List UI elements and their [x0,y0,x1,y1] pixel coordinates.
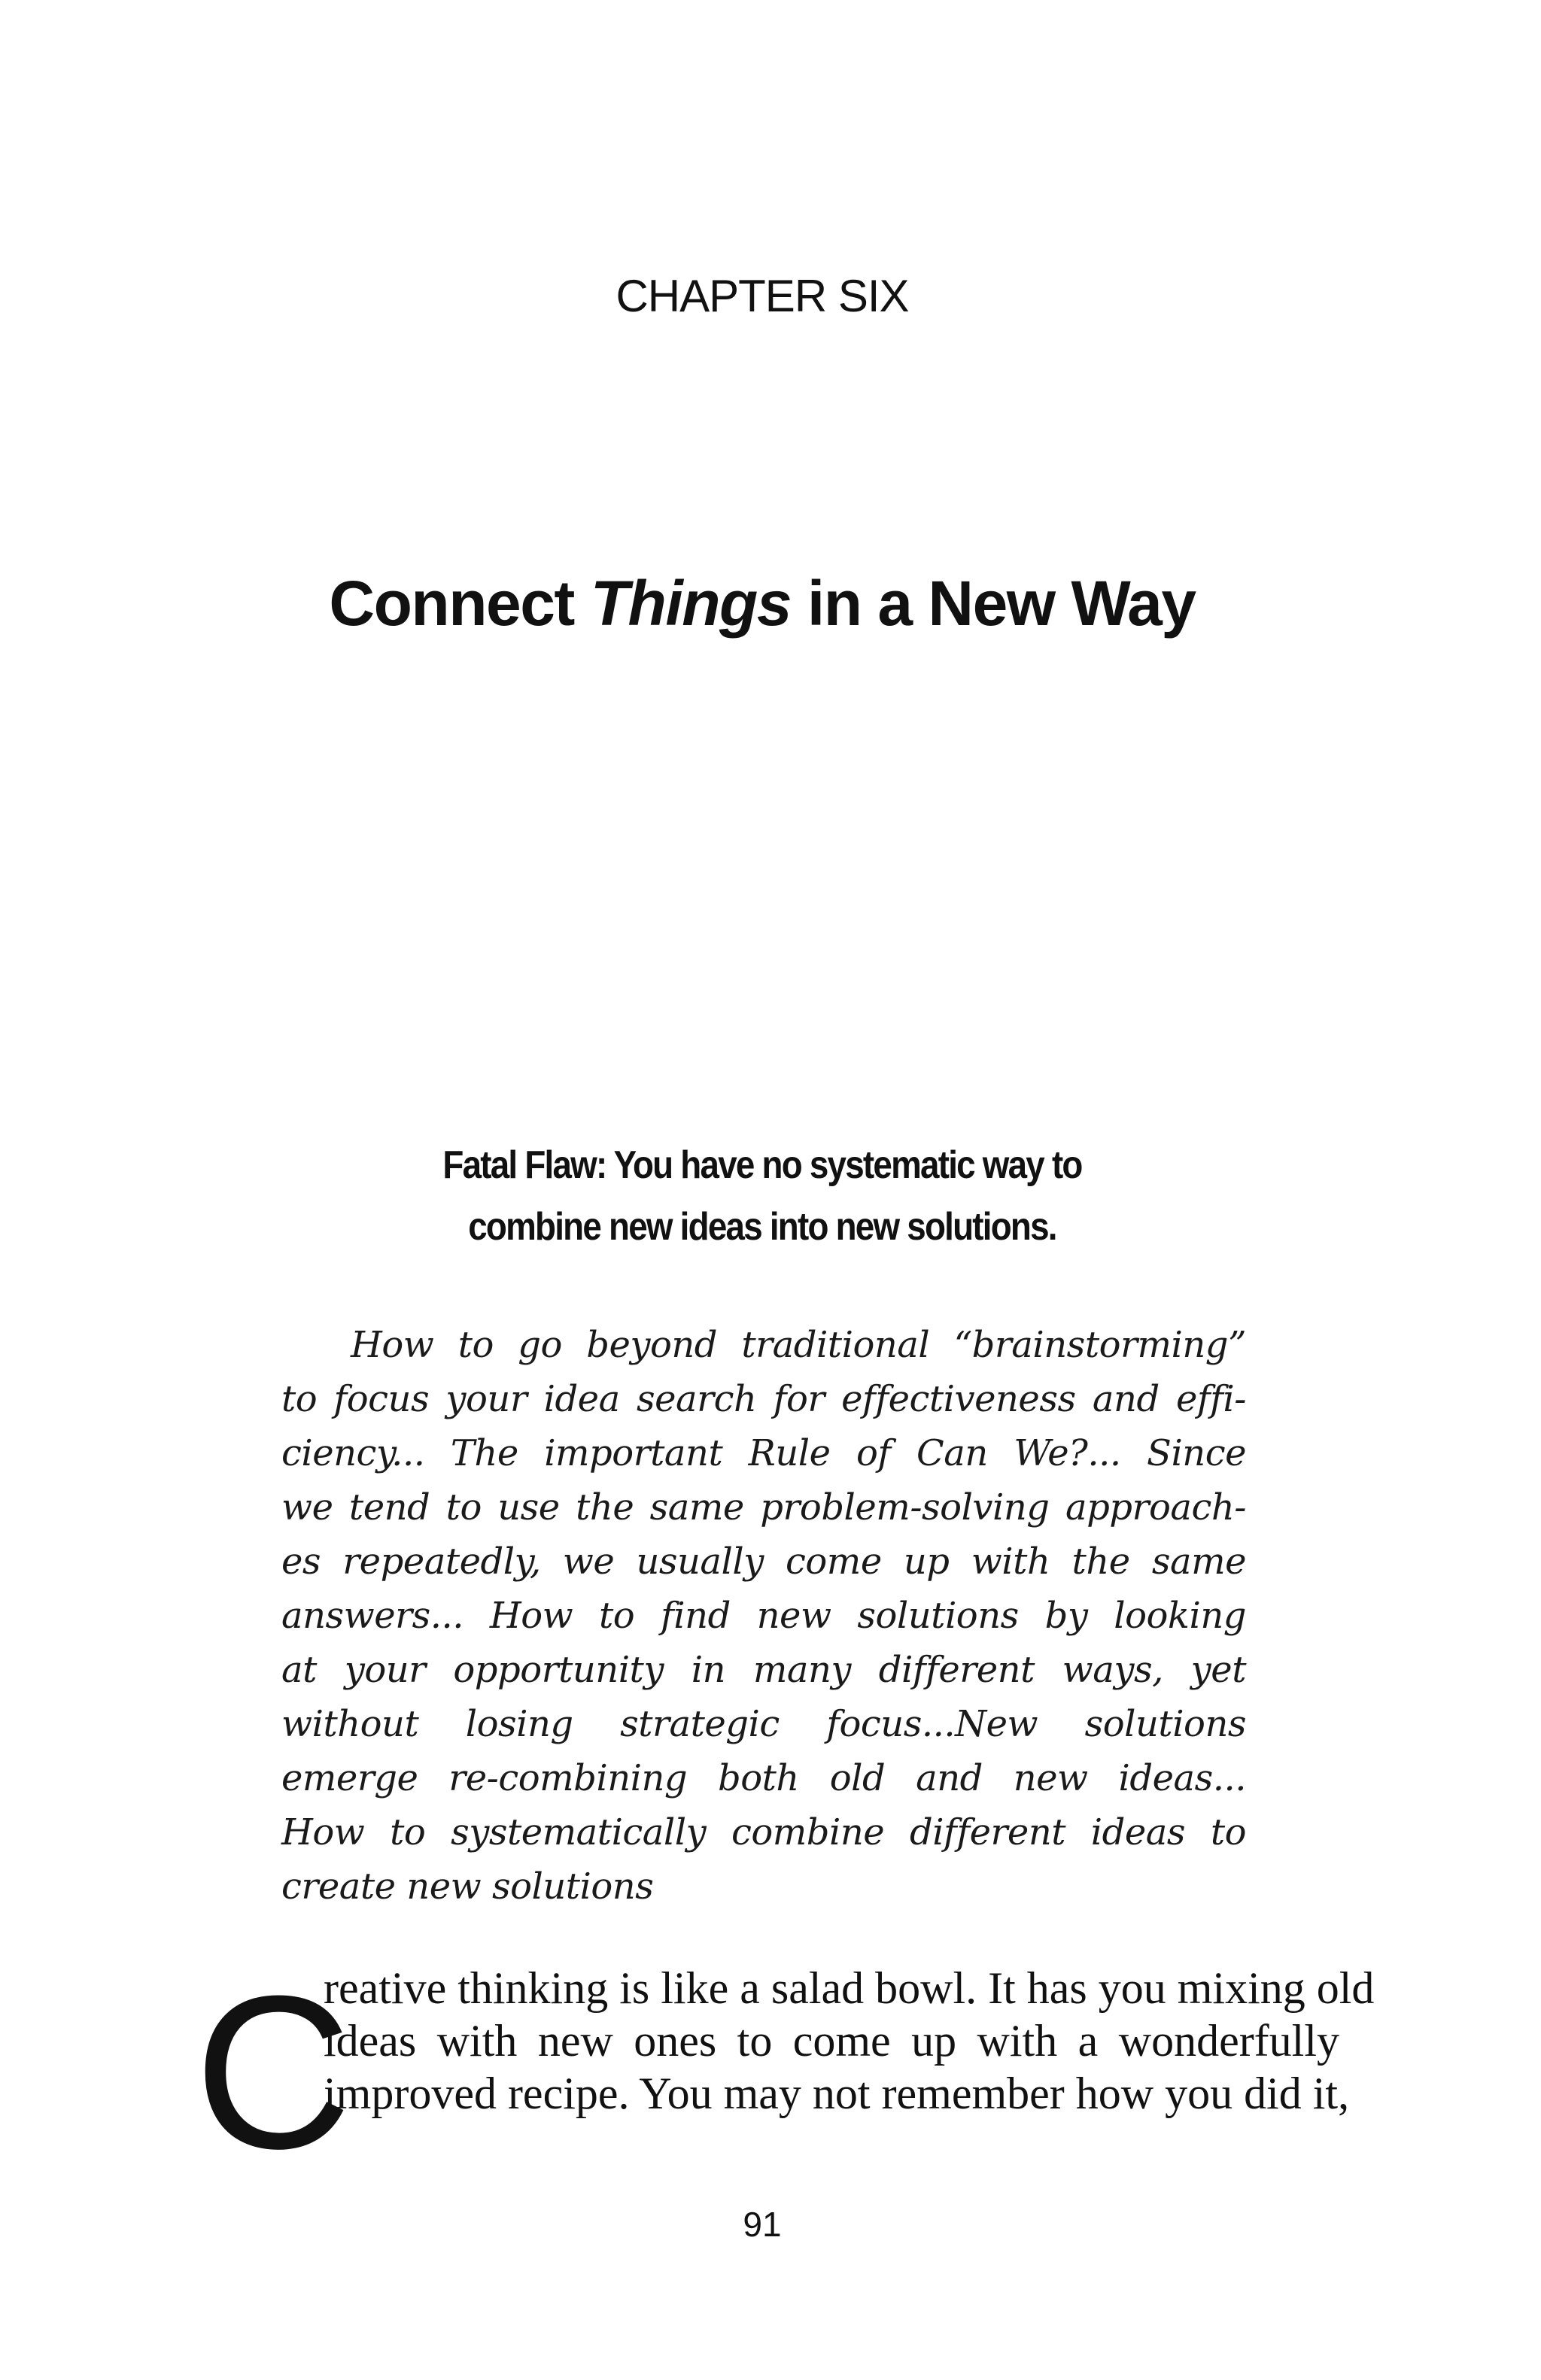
summary-line: we tend to use the same problem-solving approach- [281,1486,1246,1528]
fatal-flaw-line-1: Fatal Flaw: You have no systematic way to [442,1143,1082,1187]
summary-line: ciency... The important Rule of Can We?... Since [281,1432,1246,1474]
summary-line: at your opportunity in many different ways, yet [281,1649,1246,1691]
page-number: 91 [743,2205,782,2244]
body-line: improved recipe. You may not remember how you did it, [324,2069,1350,2118]
fatal-flaw-line-2: combine new ideas into new solutions. [468,1205,1056,1249]
summary-line: es repeatedly, we usually come up with the same [281,1541,1246,1583]
summary-line: answers... How to find new solutions by looking [281,1595,1246,1637]
summary-line: emerge re-combining both old and new ideas... [281,1757,1246,1799]
chapter-label: CHAPTER SIX [615,271,909,321]
summary-line: How to systematically combine different ideas to [281,1811,1246,1853]
summary-line: create new solutions [281,1865,654,1908]
fatal-flaw-heading [92,1134,1433,1258]
summary-line: to focus your idea search for effectiveness and effi- [281,1378,1246,1420]
chapter-title-part1: Connect [329,568,591,639]
body-line: ideas with new ones to come up with a wonderfully [324,2016,1339,2066]
body-paragraph [324,1962,1375,2120]
chapter-title-part2: in a New Way [791,568,1196,639]
body-line: reative thinking is like a salad bowl. It has you mixing old [324,1963,1375,2013]
summary-line: without losing strategic focus...New solutions [281,1703,1246,1745]
chapter-summary [281,1318,1246,1914]
summary-line: How to go beyond traditional “brainstorming” [351,1324,1246,1366]
chapter-title [0,568,1524,639]
chapter-title-italic: Things [590,568,792,639]
drop-cap: C [194,1950,349,2194]
